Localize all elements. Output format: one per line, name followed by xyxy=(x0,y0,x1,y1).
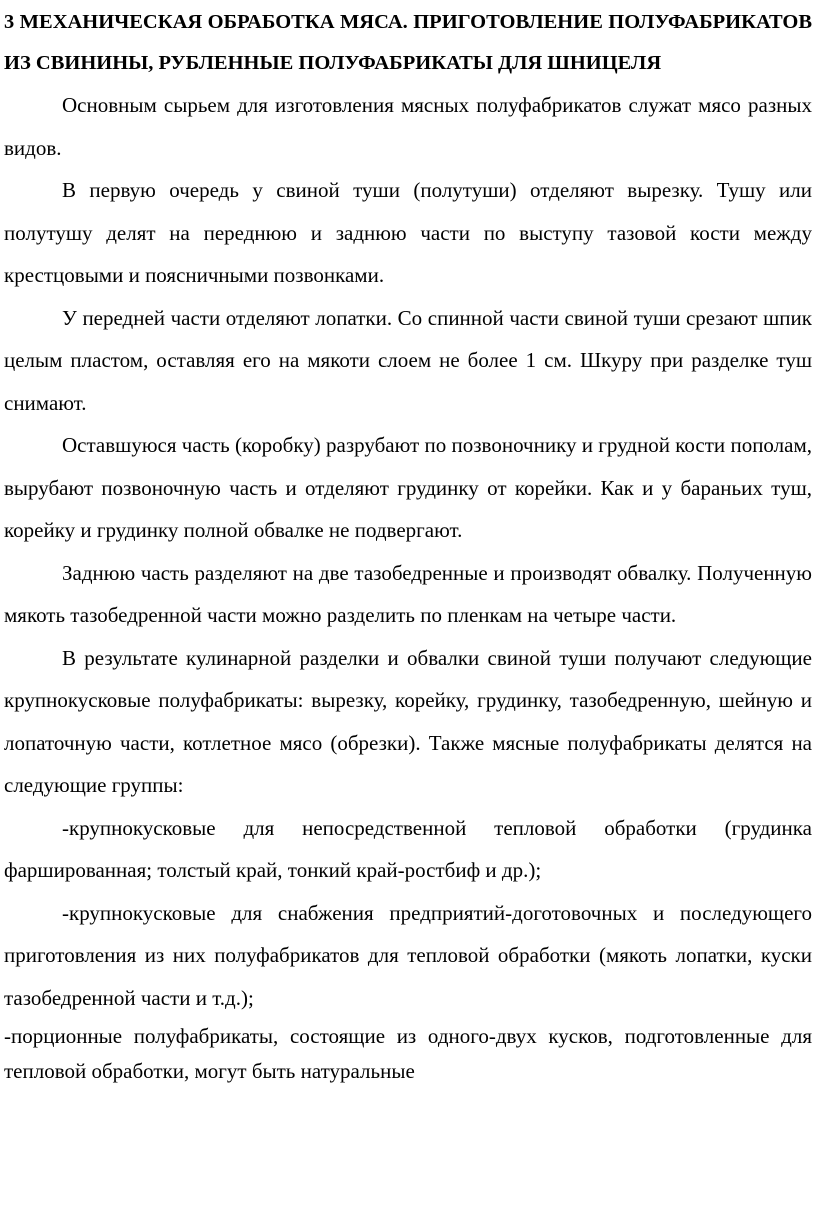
list-item-portion: -порционные полуфабрикаты, состоящие из одного-двух кусков, подготовленные для тепловой обработки, могут быть натуральные xyxy=(4,1024,812,1083)
paragraph-rear-part: Заднюю часть разделяют на две тазобедренные и производят обвалку. Полученную мякоть тазобедренной части можно разделить по пленкам на четыре части. xyxy=(4,560,812,627)
section-heading: 3 МЕХАНИЧЕСКАЯ ОБРАБОТКА МЯСА. ПРИГОТОВЛЕНИЕ ПОЛУФАБРИКАТОВ ИЗ СВИНИНЫ, РУБЛЕННЫЕ ПОЛУФАБРИКАТЫ ДЛЯ ШНИЦЕЛЯ xyxy=(4,11,812,74)
document-page xyxy=(4,0,812,1089)
paragraph-large-cuts: В результате кулинарной разделки и обвалки свиной туши получают следующие крупнокусковые полуфабрикаты: вырезку, корейку, грудинку, тазобедренную, шейную и лопаточную части, котлетное мясо (обрезки). Также мясные полуфабрикаты делятся на следующие группы: xyxy=(4,645,812,797)
paragraph-remaining-part: Оставшуюся часть (коробку) разрубают по позвоночнику и грудной кости пополам, вырубают позвоночную часть и отделяют грудинку от корейки. Как и у бараньих туш, корейку и грудинку полной обвалке не подвергают. xyxy=(4,433,812,542)
paragraph-carcass-division: В первую очередь у свиной туши (полутуши) отделяют вырезку. Тушу или полутушу делят на переднюю и заднюю части по выступу тазовой кости между крестцовыми и поясничными позвонками. xyxy=(4,178,812,287)
paragraph-front-part: У передней части отделяют лопатки. Со спинной части свиной туши срезают шпик целым пластом, оставляя его на мякоти слоем не более 1 см. Шкуру при разделке туш снимают. xyxy=(4,305,812,415)
list-item-supply: -крупнокусковые для снабжения предприятий-доготовочных и последующего приготовления из них полуфабрикатов для тепловой обработки (мякоть лопатки, куски тазобедренной части и т.д.); xyxy=(4,900,812,1010)
list-item-direct-heat: -крупнокусковые для непосредственной тепловой обработки (грудинка фаршированная; толстый край, тонкий край-ростбиф и др.); xyxy=(4,815,812,882)
paragraph-raw-materials: Основным сырьем для изготовления мясных полуфабрикатов служат мясо разных видов. xyxy=(4,93,812,160)
